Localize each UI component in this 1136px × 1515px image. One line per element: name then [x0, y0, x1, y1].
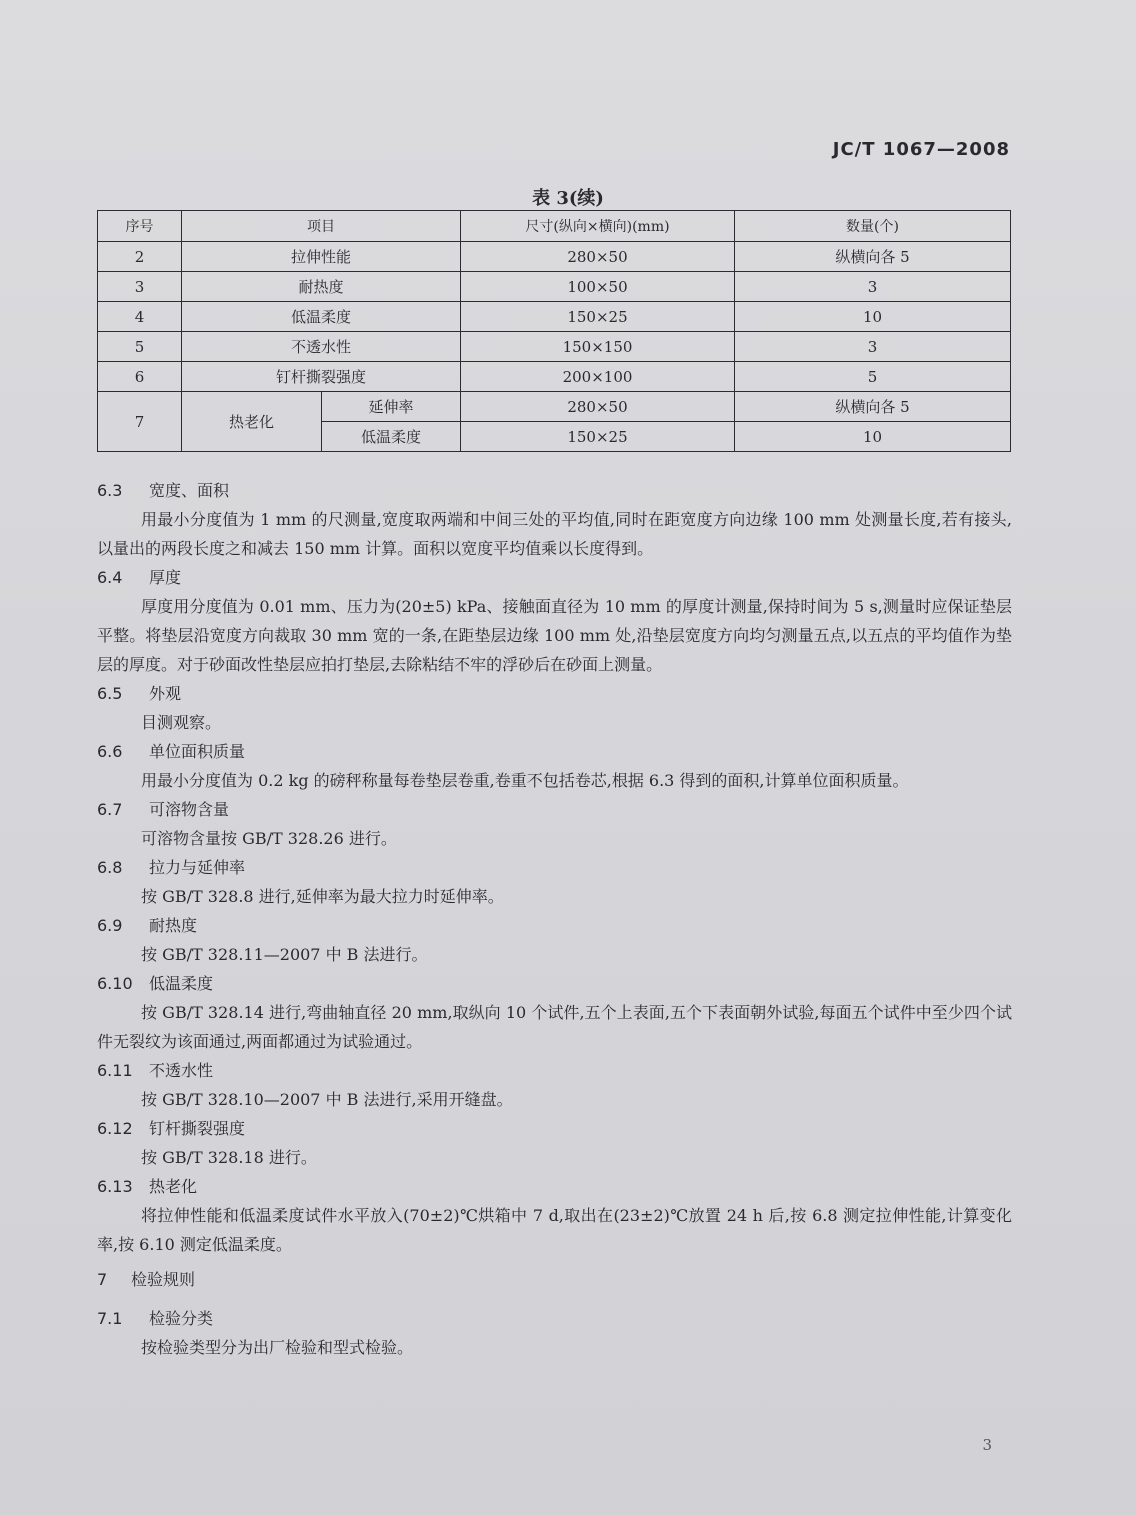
cell-item: 不透水性 [182, 332, 461, 362]
cell-subitem: 延伸率 [322, 392, 461, 422]
cell-item: 热老化 [182, 392, 322, 452]
section-heading [97, 1056, 1012, 1085]
header-cell: 项目 [182, 211, 461, 242]
cell-size: 280×50 [461, 242, 735, 272]
table-header-row [98, 211, 1011, 242]
cell-qty: 纵横向各 5 [735, 242, 1011, 272]
section-heading [97, 563, 1012, 592]
specimen-table [97, 210, 1011, 452]
section-number: 6.4 [97, 568, 123, 587]
section-title: 不透水性 [149, 1061, 214, 1080]
table-row [98, 302, 1011, 332]
section-number: 6.13 [97, 1177, 133, 1196]
section-number: 6.12 [97, 1119, 133, 1138]
cell-qty: 5 [735, 362, 1011, 392]
section-title: 低温柔度 [149, 974, 214, 993]
cell-qty: 纵横向各 5 [735, 392, 1011, 422]
section-paragraph: 按 GB/T 328.8 进行,延伸率为最大拉力时延伸率。 [141, 887, 504, 906]
cell-qty: 3 [735, 332, 1011, 362]
section-paragraph: 用最小分度值为 1 mm 的尺测量,宽度取两端和中间三处的平均值,同时在距宽度方向边缘 100 mm 处测量长度,若有接头,以量出的两段长度之和减去 150 mm 计算。面积以宽度平均值乘以长度得到。 [97, 510, 1012, 558]
section-paragraph: 按 GB/T 328.14 进行,弯曲轴直径 20 mm,取纵向 10 个试件,五个上表面,五个下表面朝外试验,每面五个试件中至少四个试件无裂纹为该面通过,两面都通过为试验通过。 [97, 1003, 1012, 1051]
table-row [98, 242, 1011, 272]
section-paragraph: 按 GB/T 328.10—2007 中 B 法进行,采用开缝盘。 [141, 1090, 513, 1109]
section-number: 6.3 [97, 481, 123, 500]
section-heading [97, 853, 1012, 882]
cell-no: 7 [98, 392, 182, 452]
cell-item: 拉伸性能 [182, 242, 461, 272]
cell-item: 钉杆撕裂强度 [182, 362, 461, 392]
cell-no: 4 [98, 302, 182, 332]
section-paragraph: 按 GB/T 328.18 进行。 [141, 1148, 317, 1167]
section-paragraph: 按检验类型分为出厂检验和型式检验。 [141, 1338, 414, 1357]
section-heading [97, 1304, 1012, 1333]
standard-code: JC/T 1067—2008 [832, 139, 1010, 160]
section-heading [97, 679, 1012, 708]
table-row [98, 332, 1011, 362]
cell-size: 100×50 [461, 272, 735, 302]
section-title: 耐热度 [149, 916, 198, 935]
section-number: 6.9 [97, 916, 123, 935]
cell-item: 低温柔度 [182, 302, 461, 332]
section-heading [97, 737, 1012, 766]
page-number: 3 [982, 1436, 992, 1454]
section-heading [97, 969, 1012, 998]
section-title: 宽度、面积 [149, 481, 230, 500]
cell-no: 3 [98, 272, 182, 302]
cell-subitem: 低温柔度 [322, 422, 461, 452]
table-caption: 表 3(续) [532, 188, 604, 209]
section-number: 7.1 [97, 1309, 123, 1328]
section-number: 6.5 [97, 684, 123, 703]
table-row [98, 362, 1011, 392]
section-heading [97, 1114, 1012, 1143]
section-title: 检验分类 [149, 1309, 214, 1328]
cell-size: 150×25 [461, 302, 735, 332]
cell-no: 5 [98, 332, 182, 362]
cell-item: 耐热度 [182, 272, 461, 302]
section-title: 拉力与延伸率 [149, 858, 246, 877]
section-paragraph: 按 GB/T 328.11—2007 中 B 法进行。 [141, 945, 428, 964]
section-heading [97, 1265, 1012, 1294]
table-row [98, 392, 1011, 422]
section-heading [97, 1172, 1012, 1201]
cell-size: 200×100 [461, 362, 735, 392]
section-paragraph: 可溶物含量按 GB/T 328.26 进行。 [141, 829, 397, 848]
cell-qty: 10 [735, 302, 1011, 332]
cell-size: 150×25 [461, 422, 735, 452]
cell-size: 280×50 [461, 392, 735, 422]
document-body [97, 476, 1012, 1362]
section-number: 6.11 [97, 1061, 133, 1080]
section-heading [97, 795, 1012, 824]
section-title: 外观 [149, 684, 182, 703]
section-number: 6.6 [97, 742, 123, 761]
section-paragraph: 厚度用分度值为 0.01 mm、压力为(20±5) kPa、接触面直径为 10 mm 的厚度计测量,保持时间为 5 s,测量时应保证垫层平整。将垫层沿宽度方向裁取 30 mm 宽的一条,在距垫层边缘 100 mm 处,沿垫层宽度方向均匀测量五点,以五点的平均值作为垫层的厚度。对于砂面改性垫层应拍打垫层,去除粘结不牢的浮砂后在砂面上测量。 [97, 597, 1012, 674]
header-cell: 数量(个) [735, 211, 1011, 242]
table-row [98, 272, 1011, 302]
section-paragraph: 目测观察。 [141, 713, 222, 732]
section-number: 7 [97, 1270, 108, 1289]
section-paragraph: 将拉伸性能和低温柔度试件水平放入(70±2)℃烘箱中 7 d,取出在(23±2)℃放置 24 h 后,按 6.8 测定拉伸性能,计算变化率,按 6.10 测定低温柔度。 [97, 1206, 1012, 1254]
header-cell: 序号 [98, 211, 182, 242]
section-heading [97, 476, 1012, 505]
section-title: 可溶物含量 [149, 800, 230, 819]
section-number: 6.10 [97, 974, 133, 993]
cell-no: 6 [98, 362, 182, 392]
section-number: 6.7 [97, 800, 123, 819]
cell-qty: 10 [735, 422, 1011, 452]
section-title: 热老化 [149, 1177, 198, 1196]
header-cell: 尺寸(纵向×横向)(mm) [461, 211, 735, 242]
section-title: 钉杆撕裂强度 [149, 1119, 246, 1138]
section-number: 6.8 [97, 858, 123, 877]
section-title: 厚度 [149, 568, 182, 587]
cell-qty: 3 [735, 272, 1011, 302]
cell-no: 2 [98, 242, 182, 272]
cell-size: 150×150 [461, 332, 735, 362]
section-title: 单位面积质量 [149, 742, 246, 761]
section-title: 检验规则 [131, 1270, 196, 1289]
section-paragraph: 用最小分度值为 0.2 kg 的磅秤称量每卷垫层卷重,卷重不包括卷芯,根据 6.3 得到的面积,计算单位面积质量。 [141, 771, 909, 790]
section-heading [97, 911, 1012, 940]
